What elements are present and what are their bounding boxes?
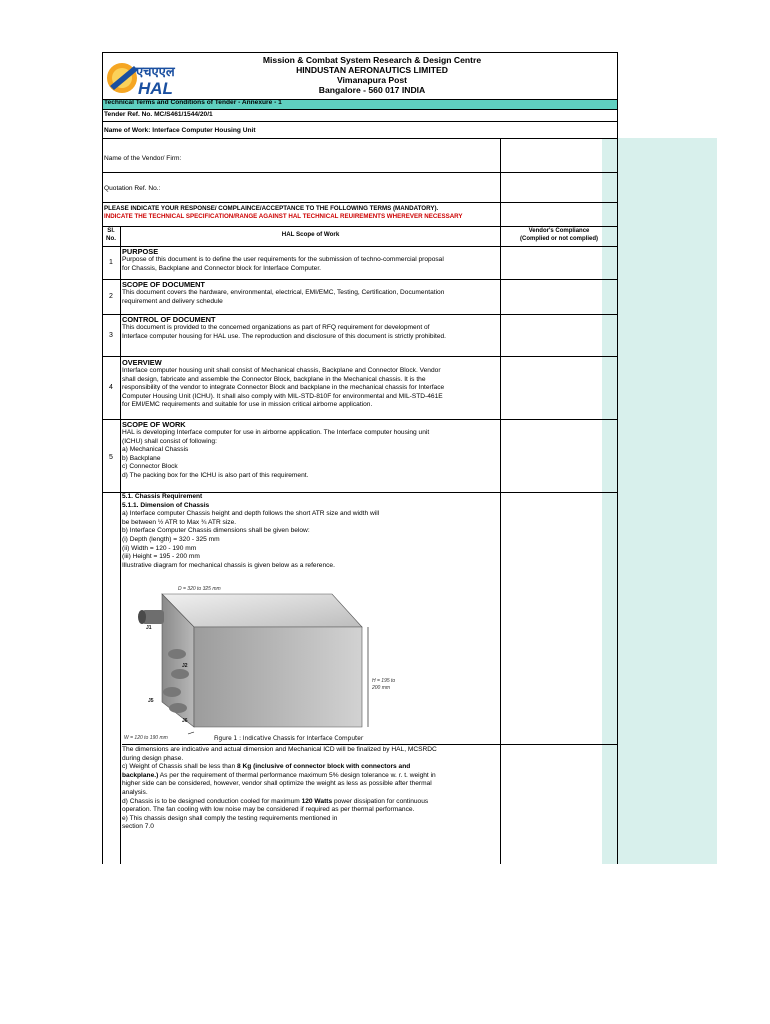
scope-header: HAL Scope of Work	[281, 231, 340, 238]
org-header	[202, 55, 542, 95]
row-number: 4	[109, 384, 113, 391]
header-line-1: Mission & Combat System Research & Design Centre	[262, 55, 482, 65]
logo-hal-text: HAL	[138, 79, 173, 98]
tender-sheet	[102, 52, 618, 864]
row-number: 2	[109, 293, 113, 300]
connector-j5-label: J5	[148, 698, 154, 704]
header-line-3: Vimanapura Post	[336, 75, 408, 85]
instruction-line-1: PLEASE INDICATE YOUR RESPONSE/ COMPLAINCE/ACCEPTANCE TO THE FOLLOWING TERMS (MANDATORY).	[104, 205, 439, 212]
header-line-2: HINDUSTAN AERONAUTICS LIMITED	[296, 65, 448, 75]
chassis-requirement: 5.1. Chassis Requirement 5.1.1. Dimension of Chassis a) Interface computer Chassis height and depth follows the short ATR size and width will be between ½ ATR to Max ¾ ATR size. b) Interface Computer Chassis dimensions shall be given below: (i) Depth (length) = 320 - 325 mm (ii) Width = 120 - 190 mm (iii) Height = 195 - 200 mm Illustrative diagram for mechanical chassis is given below as a reference.	[122, 493, 380, 569]
chassis-figure	[122, 582, 422, 742]
instruction-line-2: INDICATE THE TECHNICAL SPECIFICATION/RANGE AGAINST HAL TECHNICAL REUIREMENTS WHEREVER NECESSARY	[104, 213, 463, 220]
row-scope-of-work: SCOPE OF WORK HAL is developing Interface computer for use in airborne application. The Interface computer housing unit (ICHU) shall consist of following: a) Mechanical Chassis b) Backplane c) Connector Block d) The packing box for the ICHU is also part of this requirement.	[122, 420, 430, 479]
compliance-header: Vendor's Compliance (Complied or not complied)	[520, 228, 598, 242]
depth-label: D = 320 to 325 mm	[178, 586, 221, 592]
row-number: 1	[109, 259, 113, 266]
tender-ref: Tender Ref. No. MC/S461/1544/20/1	[104, 111, 213, 118]
hal-logo	[104, 56, 200, 100]
annexure-title: Technical Terms and Conditions of Tender - Annexure - 1	[104, 99, 282, 106]
row-number: 3	[109, 332, 113, 339]
quotation-ref-label: Quotation Ref. No.:	[104, 185, 161, 192]
connector-j2-label: J2	[182, 663, 188, 669]
vendor-name-label: Name of the Vendor/ Firm:	[104, 155, 182, 162]
chassis-notes: The dimensions are indicative and actual dimension and Mechanical ICD will be finalized by HAL, MCSRDC during design phase. c) Weight of Chassis shall be less than 8 Kg (inclusive of connector block with connectors and backplane.) As per the requirement of thermal performance maximum 5% design tolerance w. r. t. weight in higher side can be considered, however, vendor shall optimize the weight as less as possible after thermal analysis. d) Chassis is to be designed conduction cooled for maximum 120 Watts power dissipation for continuous operation. The fan cooling with low noise may be considered if required as per thermal performance. e) This chassis design shall comply the testing requirements mentioned in section 7.0	[122, 746, 437, 831]
connector-j6-label: J6	[182, 718, 188, 724]
height-label-2: 200 mm	[372, 685, 391, 691]
connector-j1-label: J1	[146, 625, 152, 631]
row-overview: OVERVIEW Interface computer housing unit shall consist of Mechanical chassis, Backplane and Connector Block. Vendor shall design, fabricate and assemble the Connector Block, backplane in the Mechanical chassis. It is the responsibility of the vendor to integrate Connector Block and backplane in the mechanical chassis for Interface Computer Housing Unit (ICHU). It shall also comply with MIL-STD-810F for environmental and MIL-STD-461E for EMI/EMC requirements and suitable for use in mission critical airborne application.	[122, 358, 445, 409]
row-number: 5	[109, 454, 113, 461]
row-purpose: PURPOSE Purpose of this document is to define the user requirements for the submission of techno-commercial proposal for Chassis, Backplane and Connector block for Interface Computer.	[122, 247, 444, 272]
figure-caption: Figure 1 : Indicative Chassis for Interface Computer	[214, 736, 364, 742]
height-label-1: H = 195 to	[372, 678, 396, 684]
sl-no-header: Sl. No.	[106, 227, 116, 242]
header-line-4: Bangalore - 560 017 INDIA	[318, 85, 426, 95]
row-scope-of-document: SCOPE OF DOCUMENT This document covers the hardware, environmental, electrical, EMI/EMC, Testing, Certification, Documentation requirement and delivery schedule	[122, 280, 445, 305]
compliance-column[interactable]	[602, 226, 717, 864]
row-control-of-document: CONTROL OF DOCUMENT This document is provided to the concerned organizations as part of RFQ requirement for development of Interface computer housing for HAL use. The reproduction and disclosure of this document is strictly prohibited.	[122, 315, 446, 340]
logo-hindi-text: एचएएल	[136, 64, 175, 79]
name-of-work: Name of Work: Interface Computer Housing Unit	[104, 127, 256, 134]
width-label: W = 120 to 190 mm	[124, 735, 168, 741]
